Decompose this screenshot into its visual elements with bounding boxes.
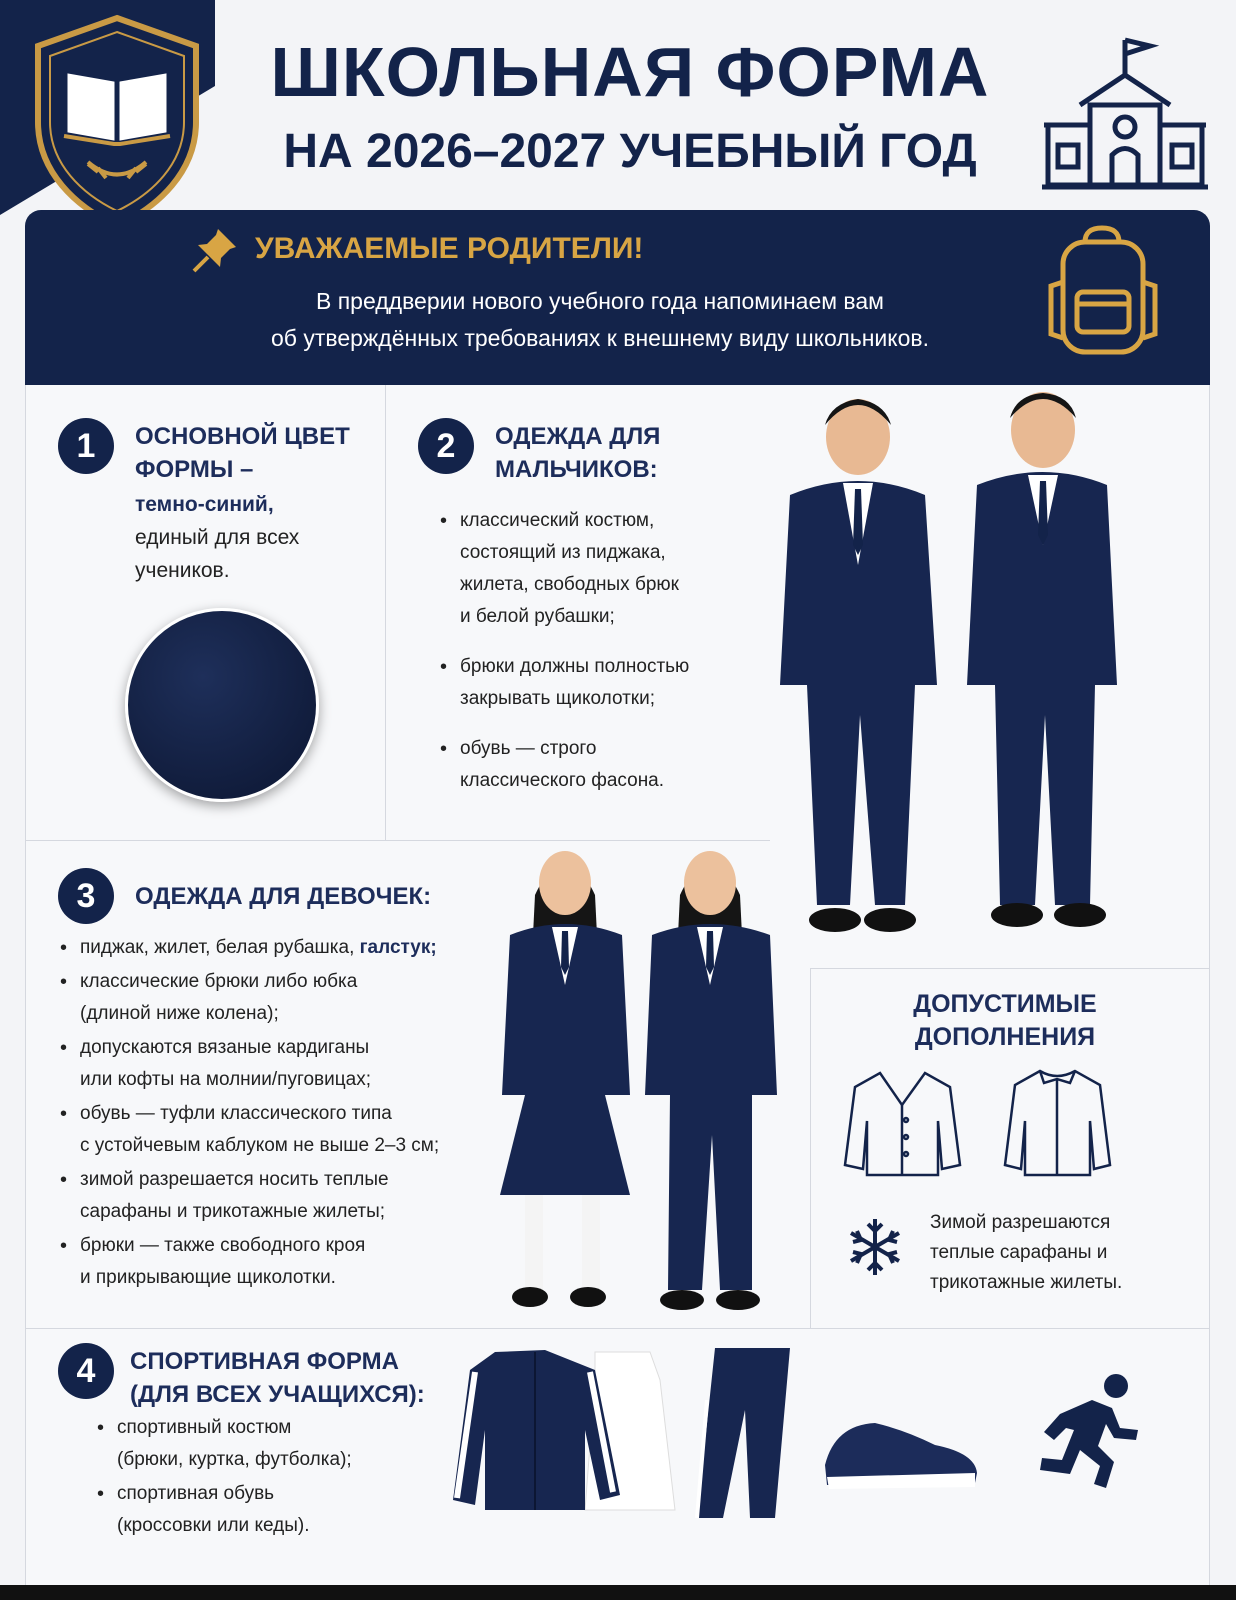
section1-text [135, 488, 299, 587]
section-number: 1 [58, 418, 114, 474]
divider [25, 1328, 1210, 1329]
list-item: • классические брюки либо юбка (длиной ниже колена); [58, 966, 498, 1030]
list-item: • пиджак, жилет, белая рубашка, галстук; [58, 932, 498, 964]
list-item: • классический костюм, состоящий из пиджака, жилета, свободных брюк и белой рубашки; [438, 505, 768, 633]
section-number: 4 [58, 1343, 114, 1399]
section1-title [135, 420, 350, 486]
section1-text-line: учеников. [135, 559, 230, 582]
list-item: • спортивный костюм (брюки, куртка, футболка); [95, 1412, 435, 1476]
list-item: • допускаются вязаные кардиганы или кофты на молнии/пуговицах; [58, 1032, 498, 1096]
boys-uniform-photo [755, 385, 1210, 965]
backpack-icon [1045, 222, 1160, 357]
page-subtitle: НА 2026–2027 УЧЕБНЫЙ ГОД [283, 125, 977, 178]
section4-title [130, 1345, 425, 1411]
banner-text-line: об утверждённых требованиях к внешнему виду школьников. [270, 325, 929, 351]
list-item: • обувь — туфли классического типа с устойчевым каблуком не выше 2–3 см; [58, 1098, 498, 1162]
divider [810, 968, 1210, 969]
section2-title-line: ОДЕЖДА ДЛЯ [495, 423, 661, 450]
list-item: • брюки должны полностью закрывать щиколотки; [438, 651, 768, 715]
snowflake-icon [843, 1215, 907, 1279]
winter-note-line: теплые сарафаны и [930, 1242, 1108, 1263]
divider [810, 968, 811, 1328]
cardigan-icon [840, 1065, 965, 1180]
list-item: • брюки — также свободного кроя и прикрывающие щиколотки. [58, 1230, 498, 1294]
section4-title-line: (ДЛЯ ВСЕХ УЧАЩИХСЯ): [130, 1381, 425, 1408]
banner-title: УВАЖАЕМЫЕ РОДИТЕЛИ! [255, 232, 644, 265]
winter-note [930, 1208, 1122, 1298]
addons-title-line: ДОПУСТИМЫЕ [913, 990, 1097, 1018]
addons-title [870, 988, 1140, 1054]
girls-uniform-photo [490, 835, 800, 1320]
girls-list [58, 932, 498, 1294]
winter-note-line: трикотажные жилеты. [930, 1272, 1123, 1293]
zip-jacket-icon [1000, 1065, 1115, 1180]
boys-list [438, 505, 768, 815]
banner-text-line: В преддверии нового учебного года напоминаем вам [315, 288, 884, 314]
list-item: • зимой разрешается носить теплые сарафаны и трикотажные жилеты; [58, 1164, 498, 1228]
section3-title: ОДЕЖДА ДЛЯ ДЕВОЧЕК: [135, 883, 432, 910]
list-item: • спортивная обувь (кроссовки или кеды). [95, 1478, 435, 1542]
section1-title-line: ОСНОВНОЙ ЦВЕТ [135, 423, 350, 450]
sportswear-photo [445, 1340, 805, 1525]
sneakers-photo [815, 1405, 985, 1495]
banner-text [130, 283, 1070, 357]
section2-title-line: МАЛЬЧИКОВ: [495, 456, 658, 483]
section-number: 2 [418, 418, 474, 474]
school-building-icon [1040, 30, 1210, 195]
page-title: ШКОЛЬНАЯ ФОРМА [270, 33, 990, 111]
section2-title [495, 420, 660, 486]
color-name: темно-синий, [135, 493, 274, 516]
divider [385, 385, 386, 840]
list-item: • обувь — строго классического фасона. [438, 733, 768, 797]
sport-list [95, 1412, 435, 1542]
addons-title-line: ДОПОЛНЕНИЯ [914, 1023, 1096, 1051]
shield-book-icon [28, 12, 206, 232]
section-number: 3 [58, 868, 114, 924]
runner-icon [1030, 1370, 1150, 1490]
bottom-bar [0, 1585, 1236, 1600]
section1-text-line: единый для всех [135, 526, 300, 549]
section1-title-line: ФОРМЫ – [135, 456, 254, 483]
fabric-swatch [125, 608, 319, 802]
winter-note-line: Зимой разрешаются [930, 1212, 1111, 1233]
pushpin-icon [190, 225, 240, 275]
section4-title-line: СПОРТИВНАЯ ФОРМА [130, 1348, 399, 1375]
